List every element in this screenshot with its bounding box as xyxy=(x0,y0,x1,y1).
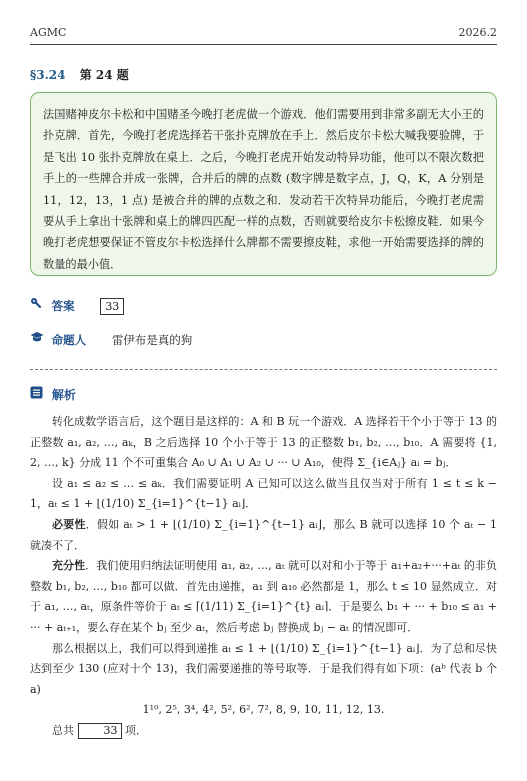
key-icon xyxy=(30,296,48,316)
total-value: 33 xyxy=(78,723,122,739)
header-left: AGMC xyxy=(30,26,67,39)
problem-box xyxy=(30,92,497,276)
analysis-body xyxy=(30,412,497,742)
author-label: 命题人 xyxy=(51,333,87,347)
graduation-cap-icon xyxy=(30,330,48,350)
author-name: 雷伊布是真的狗 xyxy=(111,333,193,347)
analysis-paragraph-2: 设 a₁ ≤ a₂ ≤ … ≤ aₖ．我们需要证明 A 已知可以这么做当且仅当对于所有 1 ≤ t ≤ k − 1，aₜ ≤ 1 + ⌊(1/10) Σ_{i=1}^{t−1} aᵢ⌋． xyxy=(30,476,497,511)
problem-text: 法国赌神皮尔卡松和中国赌圣今晚打老虎做一个游戏．他们需要用到非常多副无大小王的扑克牌．首先，今晚打老虎选择若干张扑克牌放在手上．然后皮尔卡松大喊我要验牌，于是飞出 10 张扑克牌放在桌上．之后，今晚打老虎开始发动特异功能，他可以不限次数把手上的一些牌合并成一张牌，合并后的牌的点数 (数字牌是数字点，J，Q，K，A 分别是 11，12，13，1 点) 是被合并的牌的点数之和．发动若干次特异功能后，今晚打老虎需要从手上拿出十张牌和桌上的牌四匹配一样的点数，否则就要给皮尔卡松擦皮鞋．如果今晚打老虎想要保证不管皮尔卡松选择什么牌都不需要擦皮鞋，求他一开始需要选择的牌的数量的最小值． xyxy=(43,108,484,271)
section-number: §3.24 xyxy=(30,68,66,82)
section-title: 第 24 题 xyxy=(79,68,129,82)
analysis-paragraph-3 xyxy=(30,515,497,556)
analysis-heading xyxy=(30,386,76,404)
total-suffix: 项． xyxy=(125,723,147,737)
analysis-paragraph-4 xyxy=(30,556,497,638)
necessity-text: ．假如 aₜ > 1 + ⌊(1/10) Σ_{i=1}^{t−1} aᵢ⌋，那么 B 就可以选择 10 个 aₜ − 1 就凑不了． xyxy=(30,517,498,552)
total-prefix: 总共 xyxy=(52,723,74,737)
total-line xyxy=(30,721,497,742)
sufficiency-heading: 充分性 xyxy=(52,559,86,573)
answer-value: 33 xyxy=(100,298,124,315)
author-row xyxy=(30,330,192,350)
list-icon xyxy=(30,386,48,404)
analysis-paragraph-5: 那么根据以上，我们可以得到递推 aₜ ≤ 1 + ⌊(1/10) Σ_{i=1}^{t−1} aᵢ⌋．为了总和尽快达到至少 130 (应对十个 13)，我们需要递推的等号取等．于是我们得有如下项：(aᵇ 代表 b 个 a) xyxy=(30,641,497,696)
page-header xyxy=(30,26,497,42)
section-divider xyxy=(30,369,497,370)
header-right: 2026.2 xyxy=(458,26,497,39)
necessity-heading: 必要性 xyxy=(52,517,86,531)
sequence-line: 1¹⁰, 2⁵, 3⁴, 4², 5², 6², 7², 8, 9, 10, 11, 12, 13. xyxy=(142,703,385,717)
sufficiency-text: ．我们使用归纳法证明使用 a₁, a₂, …, aₜ 就可以对和小于等于 a₁+a₂+···+aₜ 的非负整数 b₁, b₂, …, b₁₀ 都可以做．首先由递推，a₁ 到 a₁₀ 必然都是 1，那么 t ≤ 10 显然成立．对于 a₁, …, aₜ，原条件等价于 aₜ ≤ ⌈(1/11) Σ_{i=1}^{t} aᵢ⌉．于是要么 b₁ + ··· + b₁₀ ≤ a₁ + ··· + aₜ₊₁，要么存在某个 bⱼ 至少 aₜ，然后考虑 bⱼ 替换成 bⱼ − aₜ 的情况即可． xyxy=(30,559,497,634)
analysis-paragraph-1: 转化成数学语言后，这个题目是这样的：A 和 B 玩一个游戏．A 选择若干个小于等于 13 的正整数 a₁, a₂, …, aₖ，B 之后选择 10 个小于等于 13 的正整数 b₁, b₂, …, b₁₀．A 需要将 {1, 2, …, k} 分成 11 个不可重集合 A₀ ∪ A₁ ∪ A₂ ∪ ··· ∪ A₁₀，使得 Σ_{i∈Aⱼ} aᵢ = bⱼ． xyxy=(30,415,497,470)
header-rule xyxy=(30,44,497,45)
section-heading xyxy=(30,66,129,83)
answer-row xyxy=(30,296,124,316)
answer-label: 答案 xyxy=(51,299,75,313)
analysis-label: 解析 xyxy=(51,388,76,402)
